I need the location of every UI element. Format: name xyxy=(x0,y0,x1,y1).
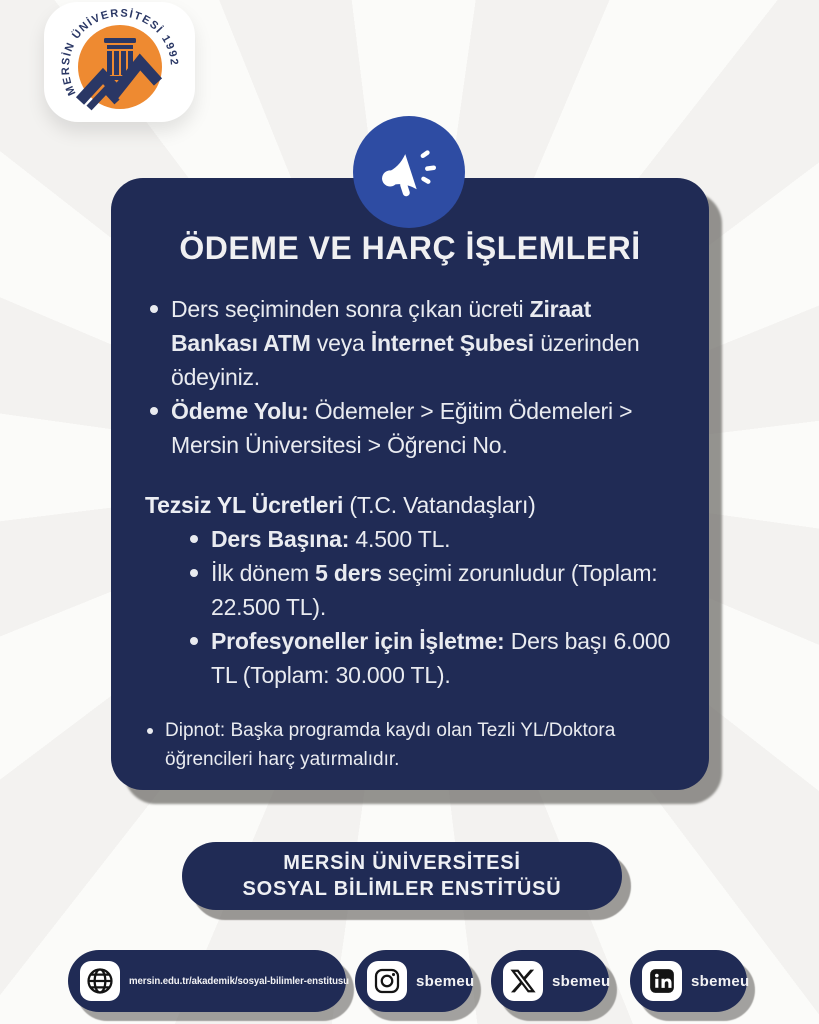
x-pill[interactable] xyxy=(491,950,609,1012)
announcement-card xyxy=(111,178,709,790)
text-segment: Ödemeler > Eğitim Ödemeleri > Mersin Üniversitesi > Öğrenci No. xyxy=(171,398,633,458)
list-item xyxy=(145,394,675,462)
text-segment: İlk dönem xyxy=(211,560,316,586)
bold-text-segment: İnternet Şubesi xyxy=(370,330,534,356)
text-segment: 4.500 TL. xyxy=(349,526,451,552)
list-item xyxy=(185,624,675,692)
website-url: mersin.edu.tr/akademik/sosyal-bilimler-enstitusu xyxy=(129,975,349,987)
linkedin-icon xyxy=(642,961,682,1001)
page-title: ÖDEME VE HARÇ İŞLEMLERİ xyxy=(179,230,641,266)
text-segment: Ders seçiminden sonra çıkan ücreti xyxy=(171,296,530,322)
text-segment: seçimi zorunludur (Toplam: 22.500 TL). xyxy=(211,560,658,620)
mersin-university-emblem xyxy=(44,2,195,122)
announcement-badge xyxy=(353,116,465,228)
globe-icon xyxy=(80,961,120,1001)
logo-arc-text: MERSİN ÜNİVERSİTESİ 1992 xyxy=(59,7,181,98)
x-handle: sbemeu xyxy=(552,972,611,990)
university-logo xyxy=(44,2,195,122)
bold-text-segment: 5 ders xyxy=(315,560,382,586)
institute-banner xyxy=(182,842,622,910)
website-pill[interactable] xyxy=(68,950,349,1012)
footnote-list xyxy=(145,716,675,774)
linkedin-pill[interactable] xyxy=(630,950,750,1012)
x-icon xyxy=(503,961,543,1001)
text-segment: Dipnot: Başka programda kaydı olan Tezli YL/Doktora öğrencileri harç yatırmalıdır. xyxy=(165,720,616,770)
bold-text-segment: Profesyoneller için İşletme: xyxy=(211,628,505,654)
text-segment: veya xyxy=(310,330,371,356)
bold-text-segment: Ödeme Yolu: xyxy=(171,398,309,424)
fee-section-heading xyxy=(145,488,675,522)
bold-text-segment: Ders Başına: xyxy=(211,526,350,552)
linkedin-handle: sbemeu xyxy=(691,972,750,990)
intro-list xyxy=(145,292,675,462)
instagram-pill[interactable] xyxy=(355,950,473,1012)
list-item xyxy=(145,716,675,774)
list-item xyxy=(185,556,675,624)
fee-heading-bold: Tezsiz YL Ücretleri xyxy=(145,492,344,518)
megaphone-icon xyxy=(377,140,441,204)
bold-text-segment: Ziraat Bankası ATM xyxy=(171,296,592,356)
institute-name-line2: SOSYAL BİLİMLER ENSTİTÜSÜ xyxy=(242,877,562,900)
instagram-handle: sbemeu xyxy=(416,972,475,990)
instagram-icon xyxy=(367,961,407,1001)
text-segment: Ders başı 6.000 TL (Toplam: 30.000 TL). xyxy=(211,628,671,688)
list-item xyxy=(145,292,675,394)
text-segment: üzerinden ödeyiniz. xyxy=(171,330,640,390)
list-item xyxy=(185,522,675,556)
institute-name-line1: MERSİN ÜNİVERSİTESİ xyxy=(283,851,521,874)
fee-list xyxy=(185,522,675,692)
fee-heading-rest: (T.C. Vatandaşları) xyxy=(343,492,536,518)
